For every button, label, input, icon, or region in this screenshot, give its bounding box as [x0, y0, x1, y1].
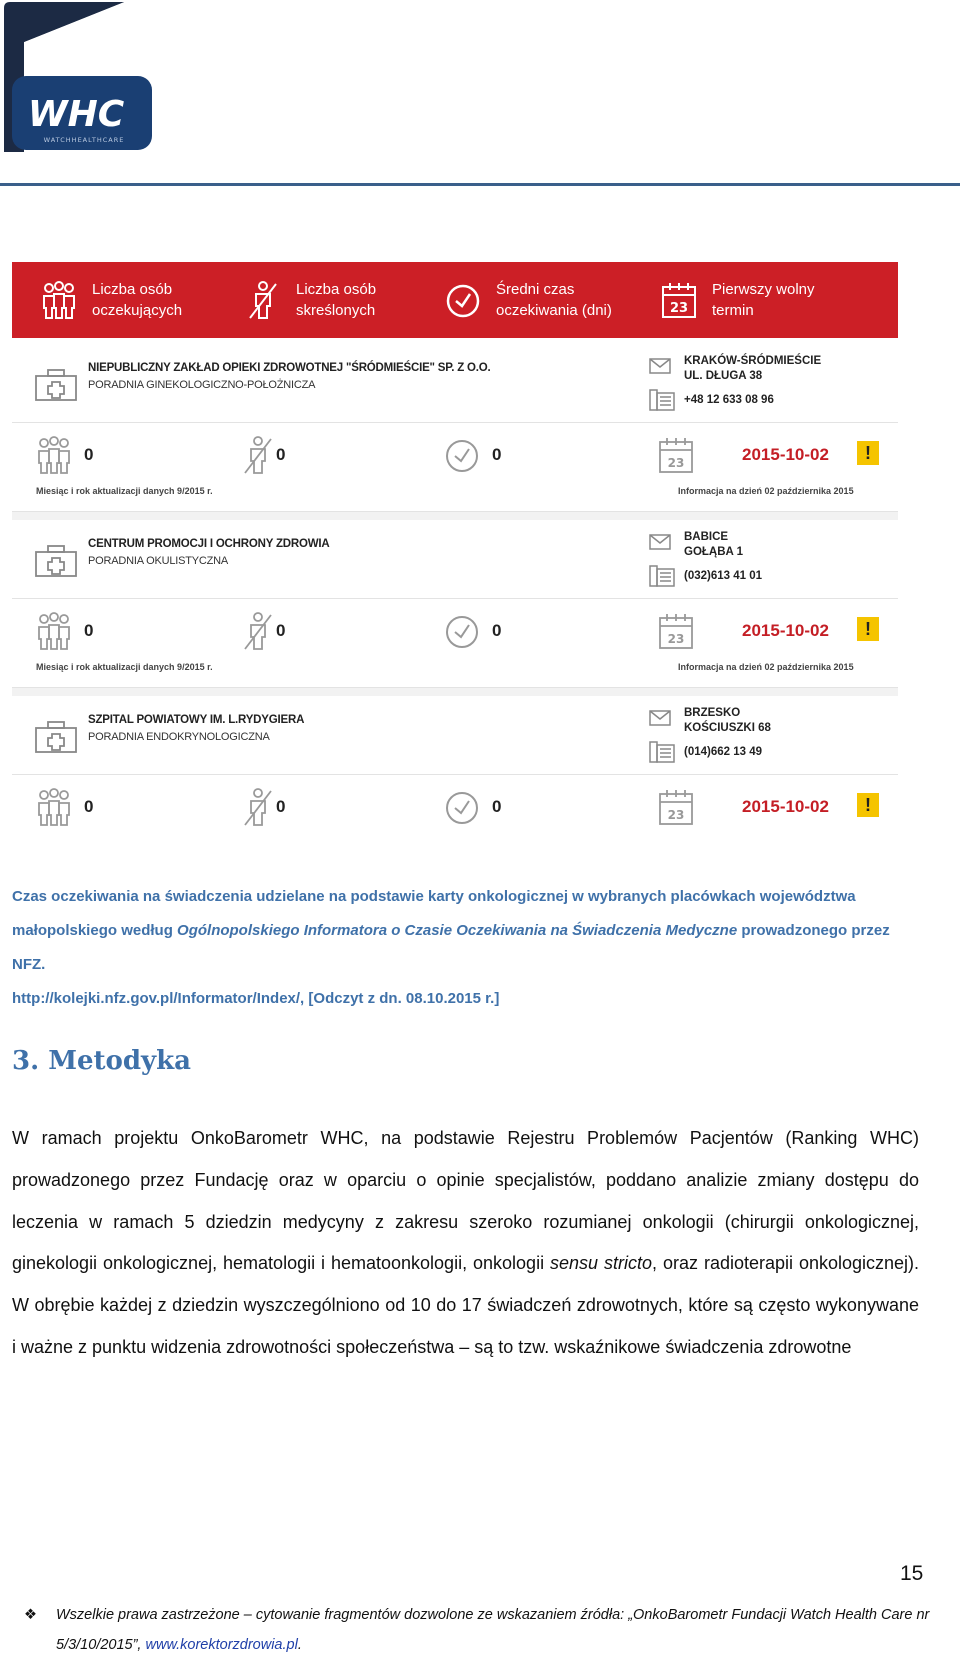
body-italic: sensu stricto [550, 1253, 653, 1274]
people-icon [40, 280, 78, 320]
clinic-address: BABICE GOŁĄBA 1 [684, 531, 743, 558]
removed-count: 0 [276, 797, 286, 816]
header-bar [12, 262, 898, 338]
avg-days: 0 [492, 797, 502, 816]
people-icon [36, 611, 72, 651]
clock-icon [444, 435, 480, 475]
body-text-end: , oraz radioterapii onkologicznej). W obrębie każdej z dziedzin wyszczególniono od 10 do 17 świadczeń zdrowotnych, które są często wykonywane i ważne z punktu widzenia zdrowotności społeczeństwa – są to tzw. wskaźnikowe świadczenia zdrowotne [12, 1253, 920, 1357]
footer-text: Wszelkie prawa zastrzeżone – cytowanie fragmentów dozwolone ze wskazaniem źródła: „OnkoBarometr Fundacji Watch Health Care nr 5/3/10/2015”, [56, 1607, 930, 1653]
mail-icon [649, 534, 671, 550]
body-paragraph [12, 1118, 919, 1369]
update-note: Miesiąc i rok aktualizacji danych 9/2015 r. [36, 662, 213, 672]
warning-icon: ! [857, 441, 879, 465]
clinic-phone: (014)662 13 49 [684, 746, 763, 758]
clinic-department: PORADNIA GINEKOLOGICZNO-POŁOŻNICZA [88, 379, 316, 391]
svg-text:23: 23 [667, 808, 685, 822]
section-heading: 3. Metodyka [12, 1046, 192, 1076]
first-date: 2015-10-02 [742, 621, 829, 640]
update-note: Miesiąc i rok aktualizacji danych 9/2015 r. [36, 486, 213, 496]
clock-icon [444, 611, 480, 651]
calendar-icon [658, 787, 694, 827]
waiting-count: 0 [84, 621, 94, 640]
clinic-department: PORADNIA ENDOKRYNOLOGICZNA [88, 731, 270, 743]
header-label-removed: Liczba osób skreślonych [296, 281, 377, 319]
first-date: 2015-10-02 [742, 797, 829, 816]
person-crossed-icon [240, 611, 276, 651]
header-item-removed [244, 280, 376, 321]
clinic-card [12, 696, 898, 872]
header-rule [0, 183, 960, 186]
footer-bullet-icon: ❖ [24, 1607, 37, 1623]
clinic-name: SZPITAL POWIATOWY IM. L.RYDYGIERA [88, 714, 305, 726]
header-label-waiting: Liczba osób oczekujących [92, 281, 183, 319]
clock-icon [444, 787, 480, 827]
calendar-icon [658, 435, 694, 475]
logo-text: WHC [27, 94, 125, 135]
phone-icon [649, 565, 675, 587]
calendar-icon [660, 280, 698, 320]
nfz-screenshot [12, 262, 898, 874]
warning-icon: ! [857, 617, 879, 641]
mail-icon [649, 710, 671, 726]
page-number: 15 [900, 1562, 924, 1585]
svg-text:WATCHHEALTHCARE: WATCHHEALTHCARE [43, 136, 125, 144]
caption-read-date: [Odczyt z dn. 08.10.2015 r.] [304, 990, 500, 1007]
footer-end: . [297, 1637, 302, 1653]
whc-logo [4, 2, 156, 156]
clinic-phone: +48 12 633 08 96 [684, 394, 774, 406]
info-date-note: Informacja na dzień 02 października 2015 [678, 662, 854, 672]
waiting-count: 0 [84, 445, 94, 464]
people-icon [36, 435, 72, 475]
clinic-phone: (032)613 41 01 [684, 570, 763, 582]
svg-text:23: 23 [667, 632, 685, 646]
person-crossed-icon [240, 787, 276, 827]
waiting-count: 0 [84, 797, 94, 816]
calendar-icon [658, 611, 694, 651]
caption-text: Czas oczekiwania na świadczenia udzielane na podstawie karty onkologicznej w wybranych placówkach województwa małopolskiego według [12, 888, 856, 939]
clinic-card [12, 520, 898, 696]
header-item-avg [444, 280, 612, 321]
first-date: 2015-10-02 [742, 445, 829, 464]
mail-icon [649, 358, 671, 374]
warning-icon: ! [857, 793, 879, 817]
phone-icon [649, 389, 675, 411]
clinic-address: BRZESKO KOŚCIUSZKI 68 [684, 707, 771, 734]
header-label-first: Pierwszy wolny termin [712, 281, 815, 319]
header-item-waiting [40, 280, 182, 321]
svg-text:23: 23 [667, 456, 685, 470]
body-text: W ramach projektu OnkoBarometr WHC, na podstawie Rejestru Problemów Pacjentów (Ranking WHC) prowadzonego przez Fundację oraz w oparciu o opinie specjalistów, poddano analizie zmiany dostępu do leczenia w ramach 5 dziedzin medycyny z zakresu szeroko rozumianej onkologii (chirurgii onkologicznej, ginekologii onkologicznej, hematologii i hematoonkologii, onkologii [12, 1128, 919, 1274]
clinic-name: CENTRUM PROMOCJI I OCHRONY ZDROWIA [88, 538, 330, 550]
people-icon [36, 787, 72, 827]
header-label-avg: Średni czas oczekiwania (dni) [496, 281, 612, 319]
clinic-address: KRAKÓW-ŚRÓDMIEŚCIE UL. DŁUGA 38 [684, 355, 822, 382]
figure-caption [12, 880, 912, 1016]
clinic-card [12, 344, 898, 520]
phone-icon [649, 741, 675, 763]
avg-days: 0 [492, 445, 502, 464]
clinic-name: NIEPUBLICZNY ZAKŁAD OPIEKI ZDROWOTNEJ "ŚRÓDMIEŚCIE" SP. Z O.O. [88, 362, 491, 374]
clinic-icon [34, 720, 78, 754]
clock-icon [444, 280, 482, 320]
caption-link[interactable]: http://kolejki.nfz.gov.pl/Informator/Index/, [12, 990, 305, 1007]
svg-text:23: 23 [669, 301, 689, 316]
removed-count: 0 [276, 621, 286, 640]
header-item-first [660, 280, 815, 321]
clinic-icon [34, 544, 78, 578]
removed-count: 0 [276, 445, 286, 464]
clinic-icon [34, 368, 78, 402]
person-crossed-icon [240, 435, 276, 475]
caption-text-end: prowadzonego przez NFZ. [12, 922, 890, 973]
caption-source: Ogólnopolskiego Informatora o Czasie Oczekiwania na Świadczenia Medyczne [177, 922, 738, 939]
info-date-note: Informacja na dzień 02 października 2015 [678, 486, 854, 496]
avg-days: 0 [492, 621, 502, 640]
footer-link[interactable]: www.korektorzdrowia.pl [145, 1637, 298, 1653]
person-crossed-icon [244, 280, 282, 320]
clinic-department: PORADNIA OKULISTYCZNA [88, 555, 229, 567]
